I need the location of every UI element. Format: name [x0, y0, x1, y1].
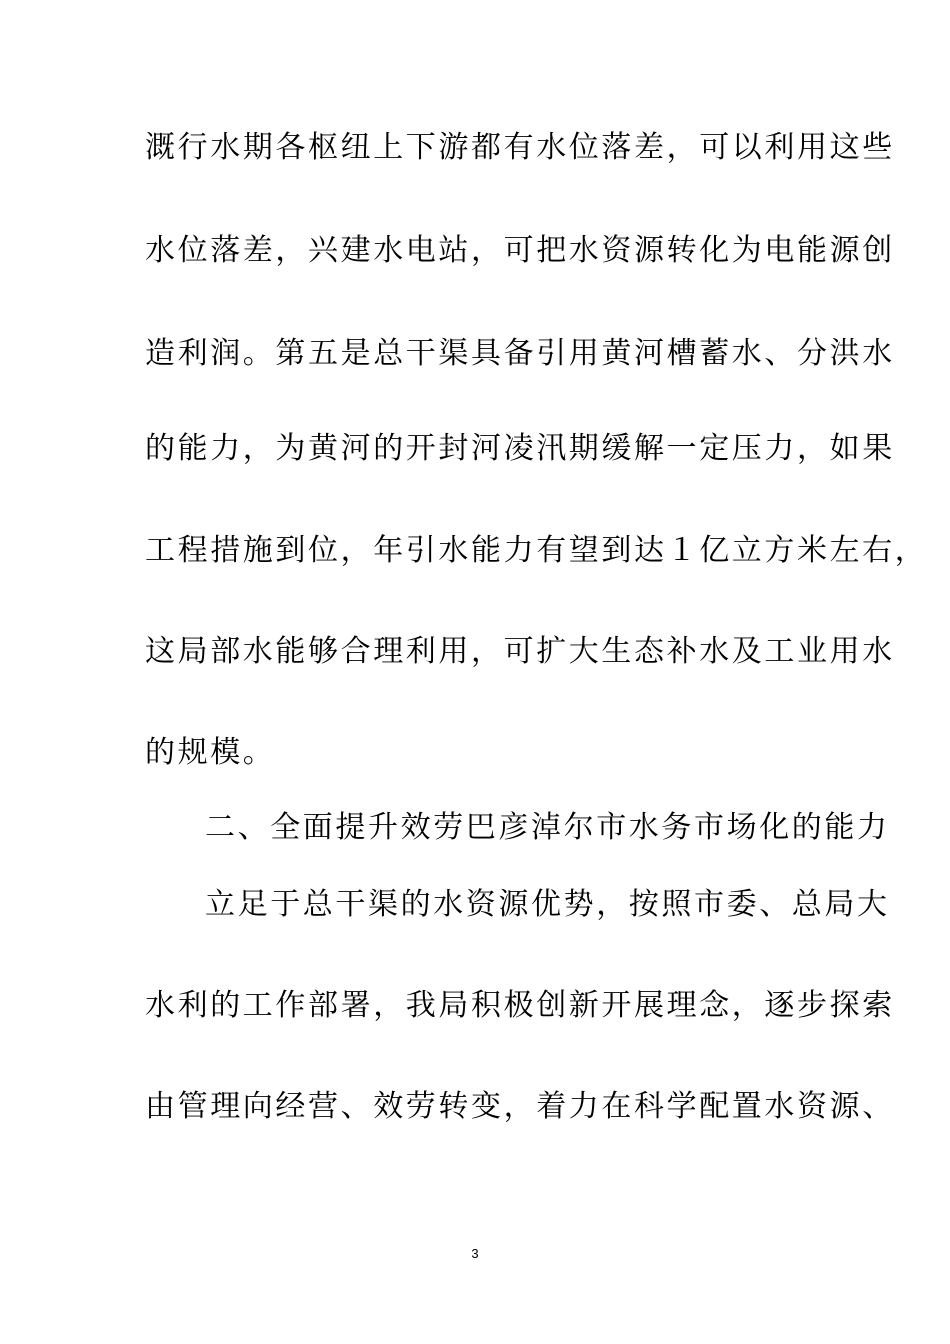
paragraph2-line-3: 由管理向经营、效劳转变，着力在科学配置水资源、: [145, 1089, 895, 1124]
body-text-line-6: 这局部水能够合理利用，可扩大生态补水及工业用水: [145, 634, 895, 669]
section-heading: 二、全面提升效劳巴彦淖尔市水务市场化的能力: [205, 810, 890, 845]
body-text-line-7: 的规模。: [145, 735, 276, 770]
body-text-line-1: 溉行水期各枢纽上下游都有水位落差，可以利用这些: [145, 130, 895, 165]
paragraph2-line-2: 水利的工作部署，我局积极创新开展理念，逐步探索: [145, 988, 895, 1023]
body-text-line-5: 工程措施到位，年引水能力有望到达１亿立方米左右，: [145, 533, 928, 568]
body-text-line-2: 水位落差，兴建水电站，可把水资源转化为电能源创: [145, 233, 895, 268]
paragraph2-line-1: 立足于总干渠的水资源优势，按照市委、总局大: [205, 887, 890, 922]
body-text-line-3: 造利润。第五是总干渠具备引用黄河槽蓄水、分洪水: [145, 336, 895, 371]
page-number: 3: [471, 1246, 479, 1261]
body-text-line-4: 的能力，为黄河的开封河凌汛期缓解一定压力，如果: [145, 431, 895, 466]
